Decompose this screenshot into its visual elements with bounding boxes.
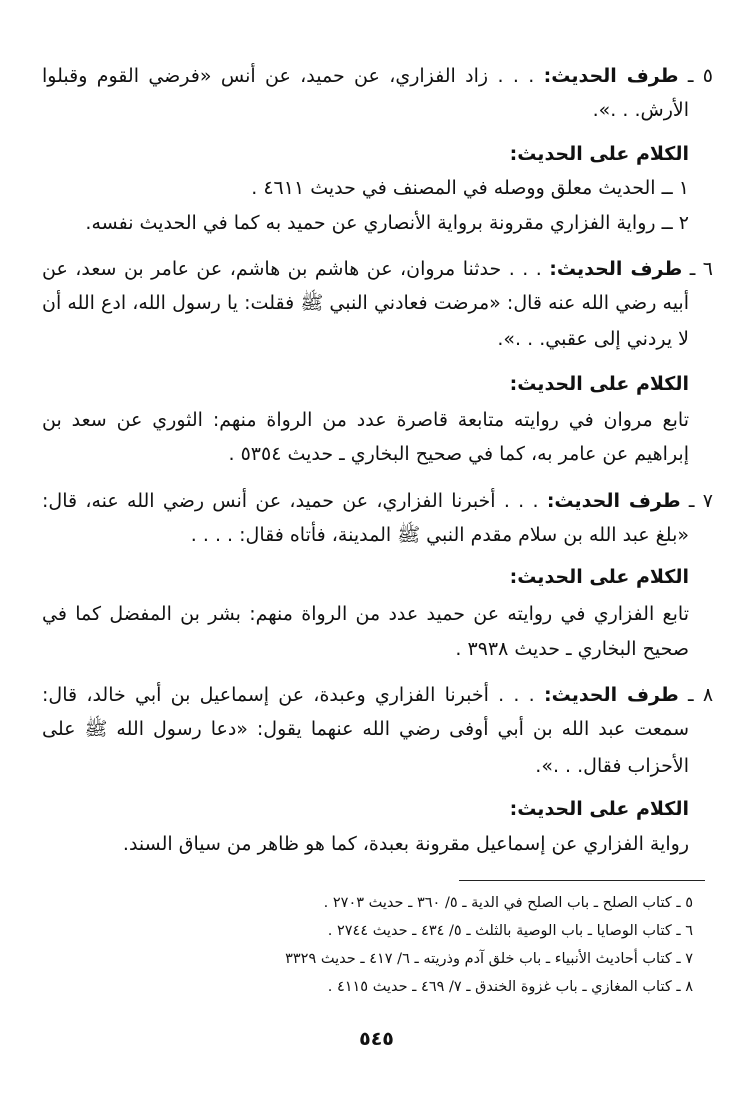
entry-6-line-3: لا يردني إلى عقبي. . .». (497, 328, 689, 350)
entry-5-line-2: الأرش. . .». (592, 99, 689, 121)
entry-6-line-2: أبيه رضي الله عنه قال: «مرضت فعادني النبي ﷺ فقلت: يا رسول الله، ادع الله أن (42, 292, 689, 314)
entry-6-marker: ٦ ـ (689, 258, 713, 280)
entry-7-text-1: . . . أخبرنا الفزاري، عن حميد، عن أنس رضي الله عنه، قال: (42, 490, 539, 512)
footnote-8: ٨ ـ كتاب المغازي ـ باب غزوة الخندق ـ ٧/ ٤٦٩ ـ حديث ٤١١٥ . (327, 979, 693, 995)
entry-5-comment-2: ٢ ــ رواية الفزاري مقرونة برواية الأنصاري عن حميد به كما في الحديث نفسه. (85, 212, 689, 234)
entry-8-comment-1: رواية الفزاري عن إسماعيل مقرونة بعبدة، كما هو ظاهر من سياق السند. (122, 833, 689, 855)
entry-8-line-1 (42, 681, 713, 709)
entry-8-comment-heading: الكلام على الحديث: (509, 798, 689, 820)
entry-8-line-3: الأحزاب فقال. . .». (535, 755, 689, 777)
entry-7-lead: طرف الحديث: (546, 490, 681, 512)
entry-5-lead: طرف الحديث: (543, 65, 679, 87)
entry-6-comment-2: إبراهيم عن عامر به، كما في صحيح البخاري ـ حديث ٥٣٥٤ . (228, 443, 689, 465)
entry-6-lead: طرف الحديث: (549, 258, 683, 280)
page-number: ٥٤٥ (359, 1028, 394, 1050)
footnote-5: ٥ ـ كتاب الصلح ـ باب الصلح في الدية ـ ٥/ ٣٦٠ ـ حديث ٢٧٠٣ . (323, 895, 693, 911)
entry-5-line-1 (42, 62, 713, 90)
entry-8-lead: طرف الحديث: (543, 684, 679, 706)
entry-7-line-2: «بلغ عبد الله بن سلام مقدم النبي ﷺ المدينة، فأتاه فقال: . . . . (190, 524, 689, 546)
footnote-separator (459, 880, 705, 881)
entry-8-line-2: سمعت عبد الله بن أبي أوفى رضي الله عنهما يقول: «دعا رسول الله ﷺ على (42, 718, 689, 740)
entry-6-line-1 (42, 255, 713, 283)
entry-6-comment-1: تابع مروان في روايته متابعة قاصرة عدد من الرواة منهم: الثوري عن سعد بن (42, 409, 689, 431)
entry-7-comment-1: تابع الفزاري في روايته عن حميد عدد من الرواة منهم: بشر بن المفضل كما في (42, 603, 689, 625)
entry-6-text-1: . . . حدثنا مروان، عن هاشم بن هاشم، عن عامر بن سعد، عن (42, 258, 542, 280)
entry-7-line-1 (42, 487, 713, 515)
footnote-7: ٧ ـ كتاب أحاديث الأنبياء ـ باب خلق آدم وذريته ـ ٦/ ٤١٧ ـ حديث ٣٣٢٩ (285, 951, 693, 967)
entry-5-comment-1: ١ ــ الحديث معلق ووصله في المصنف في حديث ٤٦١١ . (251, 177, 689, 199)
entry-7-comment-2: صحيح البخاري ـ حديث ٣٩٣٨ . (455, 638, 689, 660)
entry-7-marker: ٧ ـ (688, 490, 713, 512)
footnote-6: ٦ ـ كتاب الوصايا ـ باب الوصية بالثلث ـ ٥/ ٤٣٤ ـ حديث ٢٧٤٤ . (327, 923, 693, 939)
entry-5-comment-heading: الكلام على الحديث: (509, 143, 689, 165)
entry-7-comment-heading: الكلام على الحديث: (509, 566, 689, 588)
entry-5-text-1: . . . زاد الفزاري، عن حميد، عن أنس «فرضي القوم وقبلوا (42, 65, 535, 87)
entry-5-marker: ٥ ـ (687, 65, 713, 87)
entry-8-marker: ٨ ـ (688, 684, 713, 706)
entry-8-text-1: . . . أخبرنا الفزاري وعبدة، عن إسماعيل بن أبي خالد، قال: (42, 684, 535, 706)
entry-6-comment-heading: الكلام على الحديث: (509, 373, 689, 395)
